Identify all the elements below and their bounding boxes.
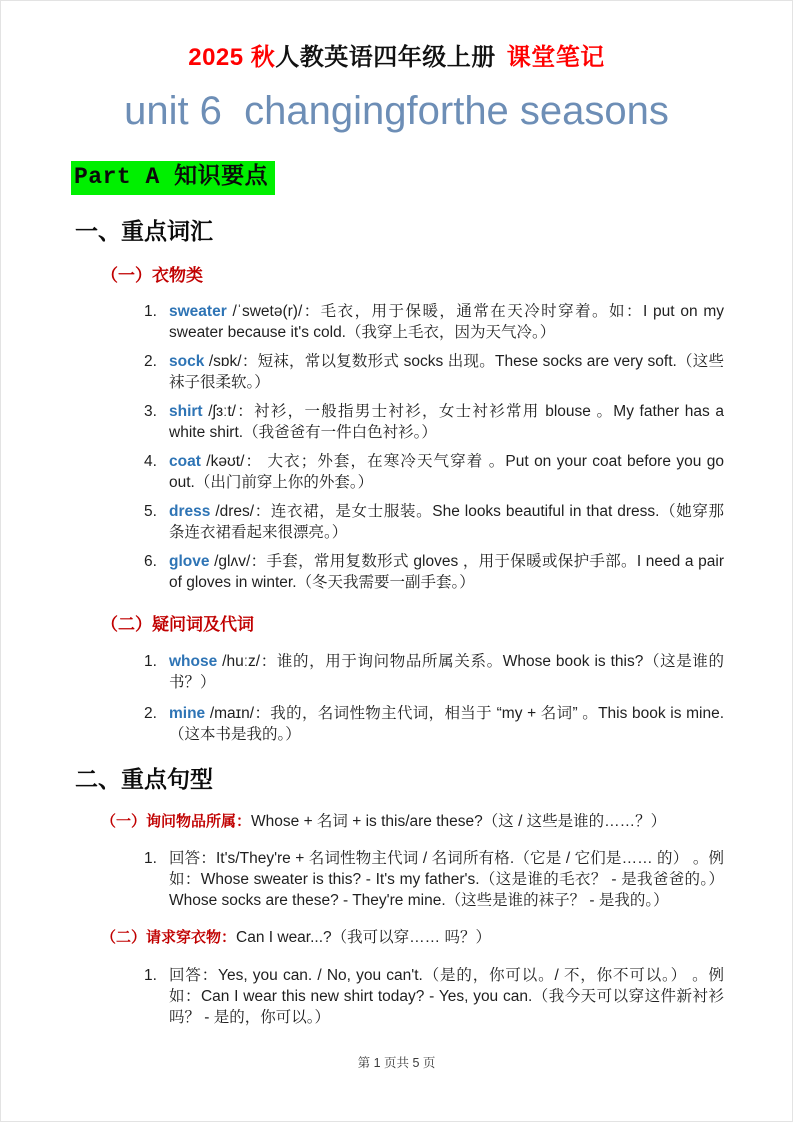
pattern-wear-answer [144, 965, 724, 1028]
vocab-item-coat [144, 451, 724, 493]
vocab-definition: /glʌv/：手套，常用复数形式 gloves ，用于保暖或保护手部。I need a pair of gloves in winter.（冬天我需要一副手套。） [169, 553, 724, 591]
item-text [169, 551, 724, 593]
vocab-definition: /dres/：连衣裙，是女士服装。She looks beautiful in that dress.（她穿那条连衣裙看起来很漂亮。） [169, 503, 724, 541]
item-text [169, 401, 724, 443]
pattern-ownership-line [101, 811, 723, 833]
part-a-heading: Part A 知识要点 [71, 161, 275, 195]
doc-header-book-name: 人教英语四年级上册 [275, 44, 496, 71]
item-number: 1. [144, 850, 157, 867]
item-number: 6. [144, 553, 157, 570]
vocab-definition: /huːz/：谁的，用于询问物品所属关系。Whose book is this?（这是谁的书？） [169, 653, 724, 691]
vocab-item-mine [144, 703, 724, 745]
vocab-word: whose [169, 653, 218, 670]
doc-header-notes-label: 课堂笔记 [506, 44, 605, 71]
vocab-word: coat [169, 453, 201, 470]
item-number: 4. [144, 453, 157, 470]
item-number: 2. [144, 705, 157, 722]
item-text [169, 351, 724, 393]
doc-header [1, 1, 792, 75]
vocab-definition: /ˈswetə(r)/：毛衣，用于保暖，通常在天冷时穿着。如：I put on my sweater because it's cold.（我穿上毛衣，因为天气冷。） [169, 303, 724, 341]
item-text [169, 703, 724, 745]
item-number: 1. [144, 653, 157, 670]
item-text [169, 451, 724, 493]
item-text: 回答：It's/They're + 名词性物主代词 / 名词所有格.（它是 / 它们是…… 的） 。例如：Whose sweater is this? - It's my father's.（这是谁的毛衣？ - 是我爸爸的。）Whose socks are these? - They're mine.（这些是谁的袜子？ - 是我的。） [169, 850, 724, 909]
vocab-word: glove [169, 553, 210, 570]
vocab-definition: /sɒk/：短袜，常以复数形式 socks 出现。These socks are very soft.（这些袜子很柔软。） [169, 353, 724, 391]
vocab-item-sweater [144, 301, 724, 343]
subsection-pronouns-label: （二）疑问词及代词 [101, 615, 254, 634]
item-text [169, 501, 724, 543]
vocab-word: sweater [169, 303, 227, 320]
section-1-heading: 一、重点词汇 [75, 218, 213, 244]
vocab-word: dress [169, 503, 211, 520]
vocab-item-shirt [144, 401, 724, 443]
item-text: 回答：Yes, you can. / No, you can't.（是的，你可以。/ 不，你不可以。） 。例如：Can I wear this new shirt today? - Yes, you can.（我今天可以穿这件新衬衫吗？ - 是的，你可以。） [169, 967, 724, 1026]
item-number: 1. [144, 303, 157, 320]
vocab-item-whose [144, 651, 724, 693]
vocab-item-dress [144, 501, 724, 543]
pattern-ownership-answer [144, 848, 724, 911]
vocab-word: mine [169, 705, 206, 722]
doc-header-year-season: 2025 秋 [188, 44, 276, 71]
subsection-clothing-label: （一）衣物类 [101, 266, 203, 285]
vocab-item-glove [144, 551, 724, 593]
vocab-word: shirt [169, 403, 203, 420]
vocab-definition: /kəʊt/： 大衣；外套，在寒冷天气穿着 。Put on your coat before you go out.（出门前穿上你的外套。） [169, 453, 724, 491]
pattern-wear-label: （二）请求穿衣物： [101, 929, 237, 946]
vocab-item-sock [144, 351, 724, 393]
vocab-definition: /maɪn/：我的，名词性物主代词，相当于 “my + 名词” 。This book is mine.（这本书是我的。） [169, 705, 724, 743]
item-number: 3. [144, 403, 157, 420]
section-2-heading: 二、重点句型 [75, 766, 213, 792]
pattern-wear-line [101, 927, 723, 949]
pattern-ownership-label: （一）询问物品所属： [101, 813, 252, 830]
page-number: 第 1 页共 5 页 [357, 1056, 436, 1070]
part-a-heading-row [71, 161, 792, 195]
pattern-wear-text: Can I wear...?（我可以穿…… 吗？） [236, 929, 491, 946]
item-number: 1. [144, 967, 157, 984]
unit-title: unit 6 changingforthe seasons [124, 89, 669, 133]
item-number: 5. [144, 503, 157, 520]
vocab-word: sock [169, 353, 205, 370]
item-text [169, 651, 724, 693]
item-text [169, 301, 724, 343]
pattern-ownership-text: Whose + 名词 + is this/are these?（这 / 这些是谁的……？） [251, 813, 667, 830]
item-number: 2. [144, 353, 157, 370]
vocab-definition: /ʃɜːt/：衬衫，一般指男士衬衫，女士衬衫常用 blouse 。My father has a white shirt.（我爸爸有一件白色衬衫。） [169, 403, 724, 441]
